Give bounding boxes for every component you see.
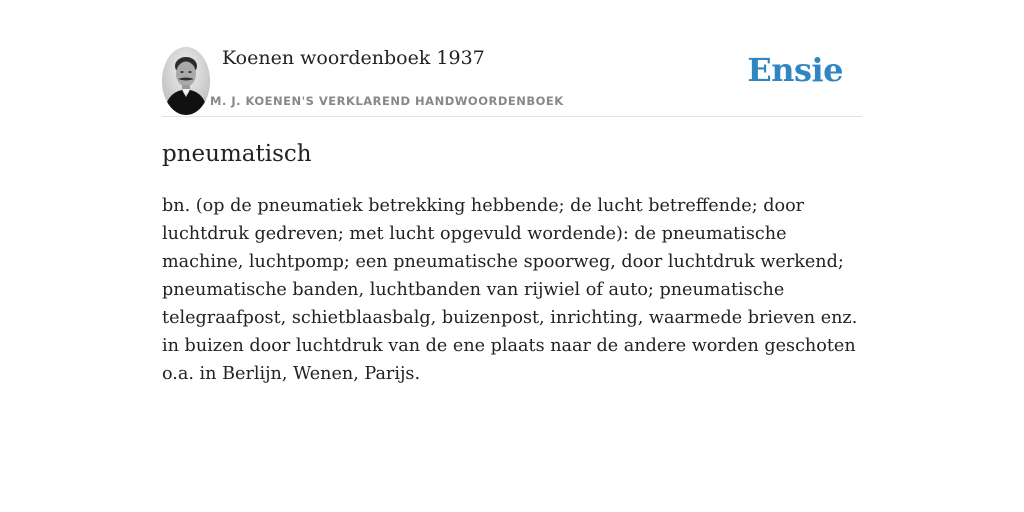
entry-definition: bn. (op de pneumatiek betrekking hebbende; de lucht betreffende; door luchtdruk gedreven; met lucht opgevuld wordende): de pneumatische machine, luchtpomp; een pneumatische spoorweg, door luchtdruk werkend; pneumatische banden, luchtbanden van rijwiel of auto; pneumatische telegraafpost, schietblaasbalg, buizenpost, inrichting, waarmede brieven enz. in buizen door luchtdruk van de ene plaats naar de andere worden geschoten o.a. in Berlijn, Wenen, Parijs. (162, 196, 858, 384)
dictionary-title-link[interactable]: Koenen woordenboek 1937 (222, 47, 485, 69)
ensie-logo-link[interactable]: Ensie (747, 51, 843, 89)
author-portrait-icon (162, 47, 210, 115)
dictionary-subtitle-link[interactable]: M. J. KOENEN'S VERKLAREND HANDWOORDENBOEK (210, 94, 564, 108)
entry-headword: pneumatisch (162, 141, 312, 167)
site-header (162, 46, 862, 117)
